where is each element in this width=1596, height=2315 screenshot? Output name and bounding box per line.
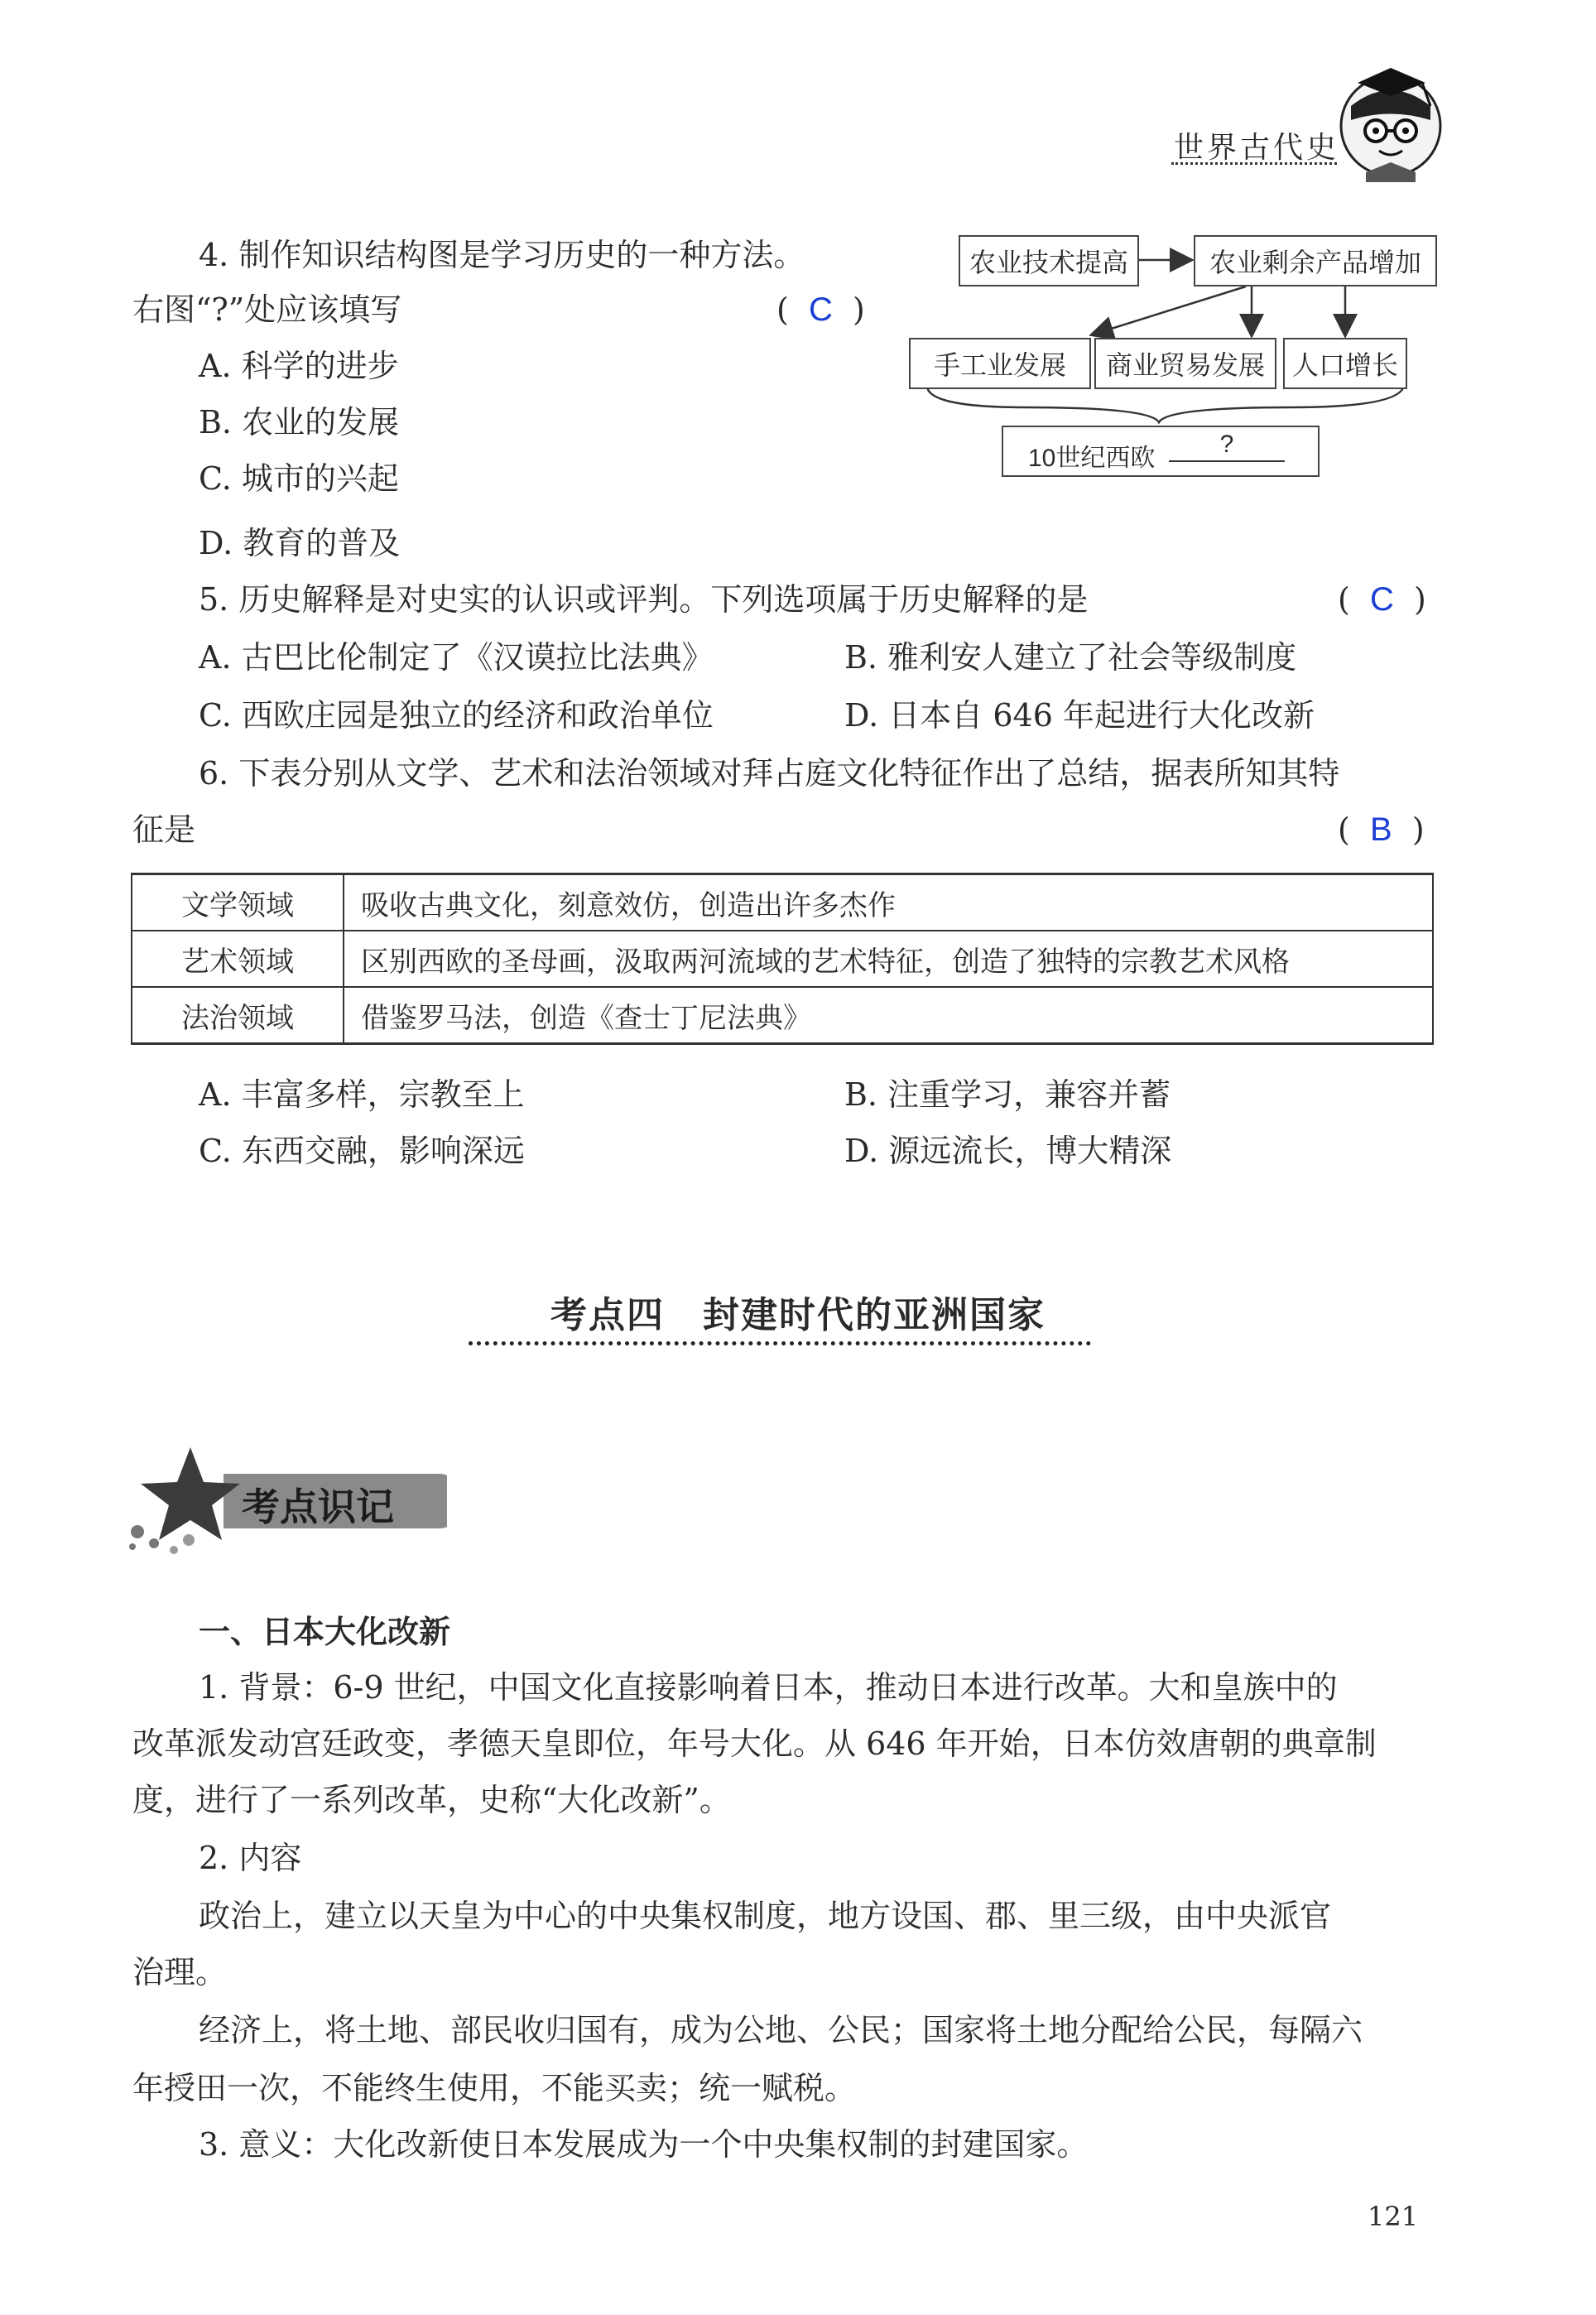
q6-stem-line2: 征是 (132, 811, 196, 848)
diagram-box-surplus: 农业剩余产品增加 (1194, 235, 1437, 286)
diagram-box-population: 人口增长 (1283, 338, 1407, 389)
section-title: 考点四 封建时代的亚洲国家 (550, 1294, 1046, 1336)
diagram-result-box (1002, 426, 1320, 477)
q5-stem: 5. 历史解释是对史实的认识或评判。下列选项属于历史解释的是 (199, 581, 1089, 618)
content-p1-line2: 改革派发动宫廷政变，孝德天皇即位，年号大化。从 646 年开始，日本仿效唐朝的典章制 (132, 1725, 1377, 1762)
table-row (132, 874, 1433, 931)
table-field: 艺术领域 (132, 931, 344, 987)
q6-answer-bracket: ( B ) (1338, 811, 1425, 848)
q6-option-c: C. 东西交融，影响深远 (199, 1133, 525, 1169)
diagram-blank: ? (1169, 431, 1285, 462)
table-row (132, 931, 1433, 987)
q6-option-b: B. 注重学习，兼容并蓄 (844, 1076, 1171, 1113)
content-p5: 3. 意义：大化改新使日本发展成为一个中央集权制的封建国家。 (199, 2126, 1089, 2163)
q6-answer: B (1369, 811, 1392, 848)
q5-option-a: A. 古巴比伦制定了《汉谟拉比法典》 (199, 639, 714, 676)
content-p3-line2: 治理。 (132, 1954, 228, 1990)
q4-stem-line1: 4. 制作知识结构图是学习历史的一种方法。 (199, 237, 805, 273)
q5-option-b: B. 雅利安人建立了社会等级制度 (844, 639, 1297, 676)
q4-option-d: D. 教育的普及 (199, 525, 401, 561)
content-p2: 2. 内容 (199, 1840, 302, 1876)
q4-option-b: B. 农业的发展 (199, 404, 400, 440)
content-p4-line1: 经济上，将土地、部民收归国有，成为公地、公民；国家将土地分配给公民，每隔六 (199, 2012, 1363, 2048)
table-desc: 借鉴罗马法，创造《查士丁尼法典》 (344, 987, 1433, 1044)
q6-table (131, 873, 1434, 1045)
header-title: 世界古代史 (1174, 131, 1340, 165)
diagram-result-label: 10世纪西欧 (1028, 445, 1156, 472)
page-number: 121 (1368, 2201, 1419, 2232)
table-desc: 吸收古典文化，刻意效仿，创造出许多杰作 (344, 874, 1433, 931)
q4-answer: C (808, 291, 833, 328)
q5-answer-bracket: ( C ) (1338, 581, 1426, 618)
q4-answer-bracket: ( C ) (776, 291, 865, 328)
q4-option-a: A. 科学的进步 (199, 348, 399, 384)
table-desc: 区别西欧的圣母画，汲取两河流域的艺术特征，创造了独特的宗教艺术风格 (344, 931, 1433, 987)
q5-option-c: C. 西欧庄园是独立的经济和政治单位 (199, 697, 714, 734)
table-row (132, 987, 1433, 1044)
content-p4-line2: 年授田一次，不能终生使用，不能买卖；统一赋税。 (132, 2070, 857, 2106)
q6-option-d: D. 源远流长，博大精深 (844, 1133, 1172, 1169)
content-p1-line3: 度，进行了一系列改革，史称“大化改新”。 (132, 1782, 731, 1818)
content-heading: 一、日本大化改新 (199, 1614, 451, 1650)
table-field: 法治领域 (132, 987, 344, 1044)
table-field: 文学领域 (132, 874, 344, 931)
content-p3-line1: 政治上，建立以天皇为中心的中央集权制度，地方设国、郡、里三级，由中央派官 (199, 1898, 1332, 1934)
diagram-box-handicraft: 手工业发展 (909, 338, 1091, 389)
q4-option-c: C. 城市的兴起 (199, 460, 399, 497)
badge-label: 考点识记 (242, 1485, 394, 1529)
diagram-box-tech: 农业技术提高 (959, 235, 1139, 286)
q5-answer: C (1369, 581, 1394, 618)
q4-stem-line2: 右图“?”处应该填写 (132, 291, 402, 328)
q5-option-d: D. 日本自 646 年起进行大化改新 (844, 697, 1315, 734)
diagram-box-trade: 商业贸易发展 (1094, 338, 1276, 389)
content-p1-line1: 1. 背景：6-9 世纪，中国文化直接影响着日本，推动日本进行改革。大和皇族中的 (199, 1669, 1338, 1706)
section-divider (469, 1341, 1091, 1345)
q6-option-a: A. 丰富多样，宗教至上 (199, 1076, 525, 1113)
q6-stem-line1: 6. 下表分别从文学、艺术和法治领域对拜占庭文化特征作出了总结，据表所知其特 (199, 755, 1340, 792)
